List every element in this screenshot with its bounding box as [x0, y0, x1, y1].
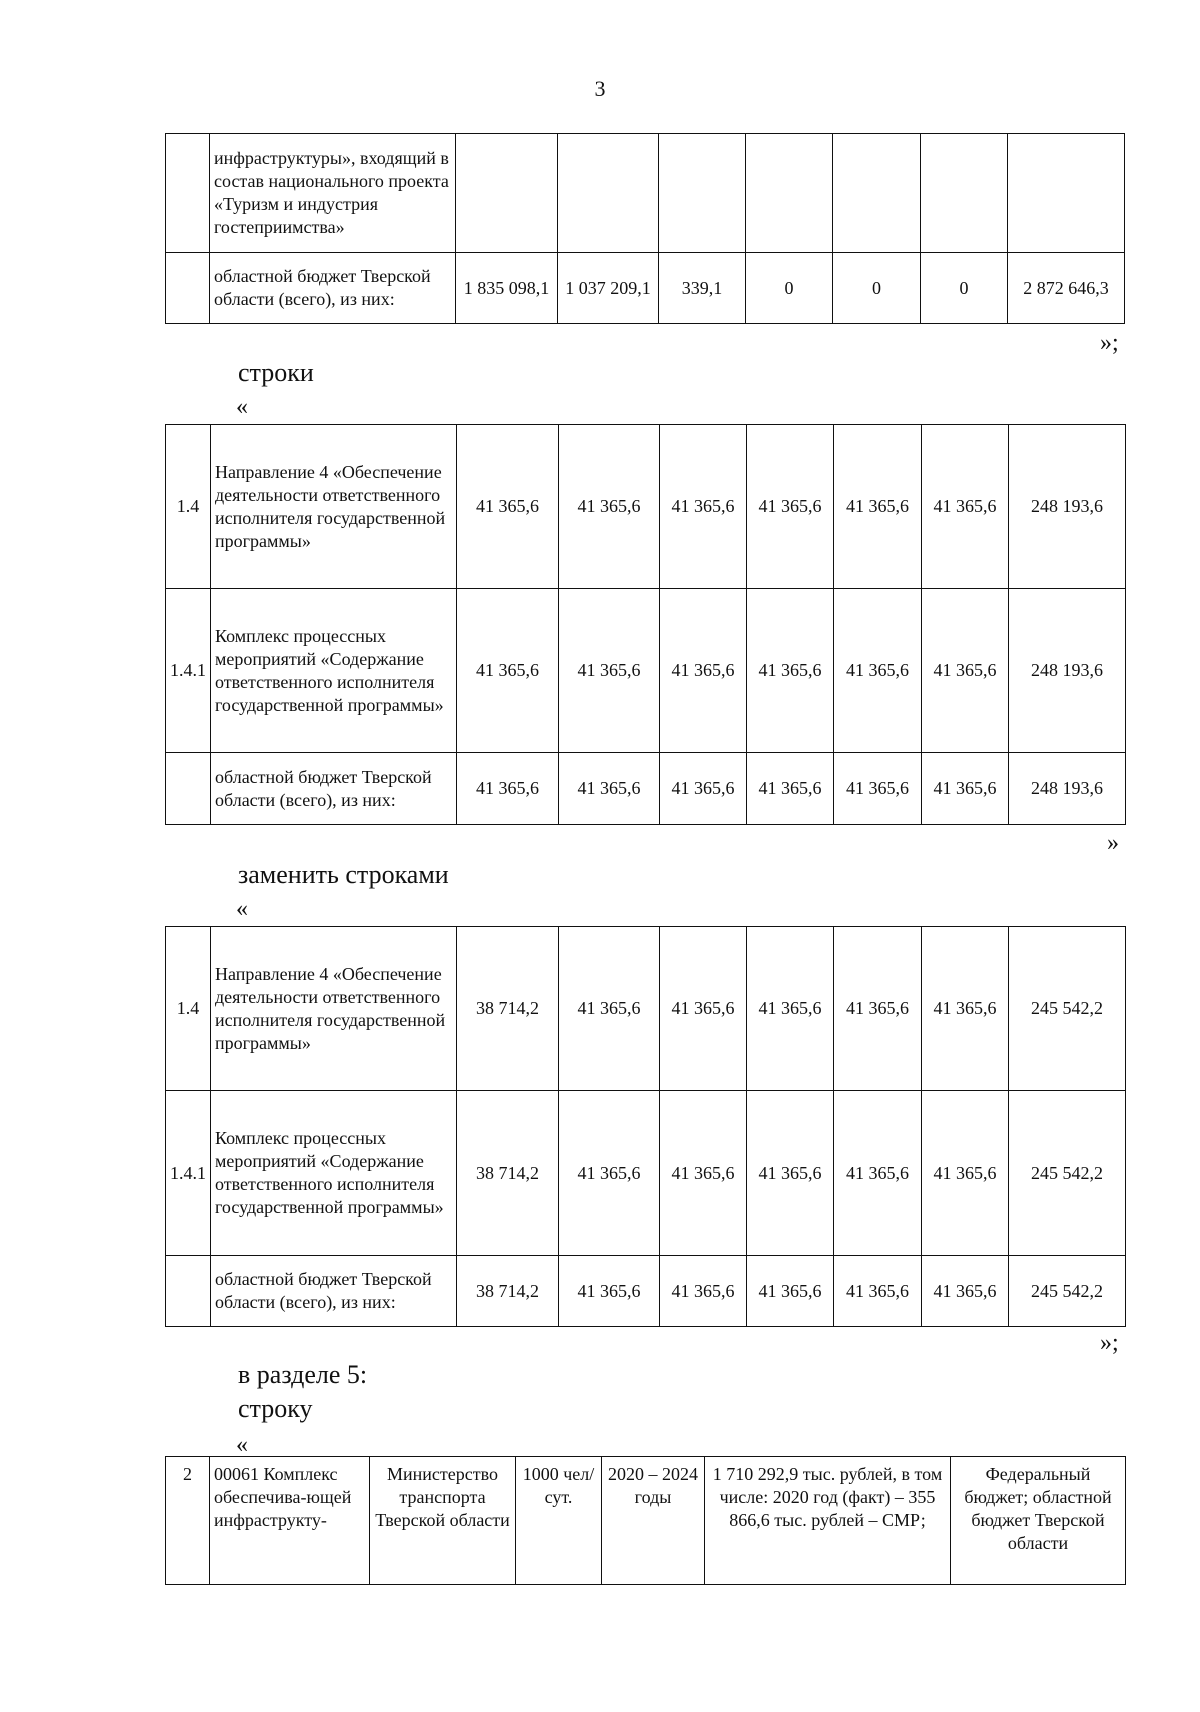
table-section5: [165, 1456, 1126, 1585]
value-cell: 41 365,6: [922, 927, 1009, 1091]
value-cell: 1 835 098,1: [456, 253, 558, 324]
table-top: [165, 133, 1125, 324]
value-cell: 41 365,6: [559, 753, 660, 825]
open-quote: «: [236, 394, 248, 420]
table-row: [166, 425, 1126, 589]
page-number: 3: [594, 76, 606, 101]
value-cell: 41 365,6: [559, 589, 660, 753]
value-cell: 41 365,6: [922, 1091, 1009, 1256]
value-cell: 38 714,2: [457, 1256, 559, 1327]
value-cell: 248 193,6: [1009, 425, 1126, 589]
close-quote: »: [1107, 830, 1119, 856]
table-row: [166, 1256, 1126, 1327]
table-row: [166, 253, 1125, 324]
value-cell: 1 037 209,1: [558, 253, 659, 324]
value-cell: 41 365,6: [747, 425, 834, 589]
row-code: 1.4: [166, 927, 211, 1091]
row-name: областной бюджет Тверской области (всего), из них:: [211, 753, 457, 825]
value-cell: [1008, 134, 1125, 253]
value-cell: 41 365,6: [922, 589, 1009, 753]
value-cell: 41 365,6: [559, 1256, 660, 1327]
value-cell: 2 872 646,3: [1008, 253, 1125, 324]
value-cell: 41 365,6: [660, 589, 747, 753]
table-new: [165, 926, 1126, 1327]
value-cell: 248 193,6: [1009, 589, 1126, 753]
ministry: Министерство транспорта Тверской области: [370, 1457, 516, 1585]
value-cell: 41 365,6: [660, 1091, 747, 1256]
table-old: [165, 424, 1126, 825]
row-code: 1.4.1: [166, 589, 211, 753]
value-cell: 41 365,6: [457, 589, 559, 753]
row-name: Направление 4 «Обеспечение деятельности ответственного исполнителя государственной программы»: [211, 927, 457, 1091]
value-cell: 41 365,6: [660, 1256, 747, 1327]
row-name: инфраструктуры», входящий в состав национального проекта «Туризм и индустрия гостеприимства»: [210, 134, 456, 253]
value-cell: 41 365,6: [834, 1256, 922, 1327]
value-cell: 38 714,2: [457, 927, 559, 1091]
table-row: [166, 1457, 1126, 1585]
value-cell: 41 365,6: [834, 927, 922, 1091]
value-cell: 41 365,6: [559, 927, 660, 1091]
value-cell: 41 365,6: [660, 425, 747, 589]
row-code: [166, 753, 211, 825]
value-cell: [456, 134, 558, 253]
value-cell: 41 365,6: [660, 927, 747, 1091]
row-name: Направление 4 «Обеспечение деятельности ответственного исполнителя государственной программы»: [211, 425, 457, 589]
value-cell: 41 365,6: [747, 927, 834, 1091]
cost: 1 710 292,9 тыс. рублей, в том числе: 2020 год (факт) – 355 866,6 тыс. рублей – СМР;: [705, 1457, 951, 1585]
value-cell: 41 365,6: [922, 1256, 1009, 1327]
label-section: в разделе 5:: [238, 1360, 368, 1389]
value-cell: 41 365,6: [747, 1091, 834, 1256]
table-row: [166, 134, 1125, 253]
value-cell: 41 365,6: [834, 425, 922, 589]
object-name: 00061 Комплекс обеспечива-ющей инфраструкту-: [210, 1457, 370, 1585]
years: 2020 – 2024 годы: [602, 1457, 705, 1585]
row-name: Комплекс процессных мероприятий «Содержание ответственного исполнителя государственной программы»: [211, 589, 457, 753]
value-cell: 41 365,6: [834, 753, 922, 825]
value-cell: 41 365,6: [660, 753, 747, 825]
value-cell: 41 365,6: [834, 1091, 922, 1256]
row-code: 1.4.1: [166, 1091, 211, 1256]
label-row: строку: [238, 1394, 313, 1423]
value-cell: 0: [746, 253, 833, 324]
value-cell: [746, 134, 833, 253]
row-name: Комплекс процессных мероприятий «Содержание ответственного исполнителя государственной программы»: [211, 1091, 457, 1256]
value-cell: 41 365,6: [457, 753, 559, 825]
value-cell: [558, 134, 659, 253]
table-row: [166, 589, 1126, 753]
value-cell: [833, 134, 921, 253]
value-cell: [659, 134, 746, 253]
value-cell: 41 365,6: [834, 589, 922, 753]
row-number: 2: [166, 1457, 210, 1585]
value-cell: 41 365,6: [457, 425, 559, 589]
value-cell: 245 542,2: [1009, 1091, 1126, 1256]
row-code: [166, 134, 210, 253]
open-quote: «: [236, 1432, 248, 1458]
row-code: [166, 1256, 211, 1327]
label-replace: заменить строками: [238, 860, 449, 889]
value-cell: 41 365,6: [747, 753, 834, 825]
label-rows: строки: [238, 358, 314, 387]
value-cell: 41 365,6: [747, 589, 834, 753]
value-cell: [921, 134, 1008, 253]
value-cell: 245 542,2: [1009, 927, 1126, 1091]
value-cell: 245 542,2: [1009, 1256, 1126, 1327]
row-name: областной бюджет Тверской области (всего), из них:: [211, 1256, 457, 1327]
value-cell: 0: [921, 253, 1008, 324]
close-quote: »;: [1100, 330, 1119, 356]
value-cell: 339,1: [659, 253, 746, 324]
capacity: 1000 чел/сут.: [516, 1457, 602, 1585]
value-cell: 38 714,2: [457, 1091, 559, 1256]
table-row: [166, 753, 1126, 825]
close-quote: »;: [1100, 1330, 1119, 1356]
row-code: 1.4: [166, 425, 211, 589]
open-quote: «: [236, 896, 248, 922]
table-row: [166, 927, 1126, 1091]
row-code: [166, 253, 210, 324]
value-cell: 248 193,6: [1009, 753, 1126, 825]
value-cell: 41 365,6: [559, 425, 660, 589]
value-cell: 0: [833, 253, 921, 324]
value-cell: 41 365,6: [922, 753, 1009, 825]
row-name: областной бюджет Тверской области (всего), из них:: [210, 253, 456, 324]
table-row: [166, 1091, 1126, 1256]
value-cell: 41 365,6: [559, 1091, 660, 1256]
funding-source: Федеральный бюджет; областной бюджет Тверской области: [951, 1457, 1126, 1585]
value-cell: 41 365,6: [922, 425, 1009, 589]
value-cell: 41 365,6: [747, 1256, 834, 1327]
